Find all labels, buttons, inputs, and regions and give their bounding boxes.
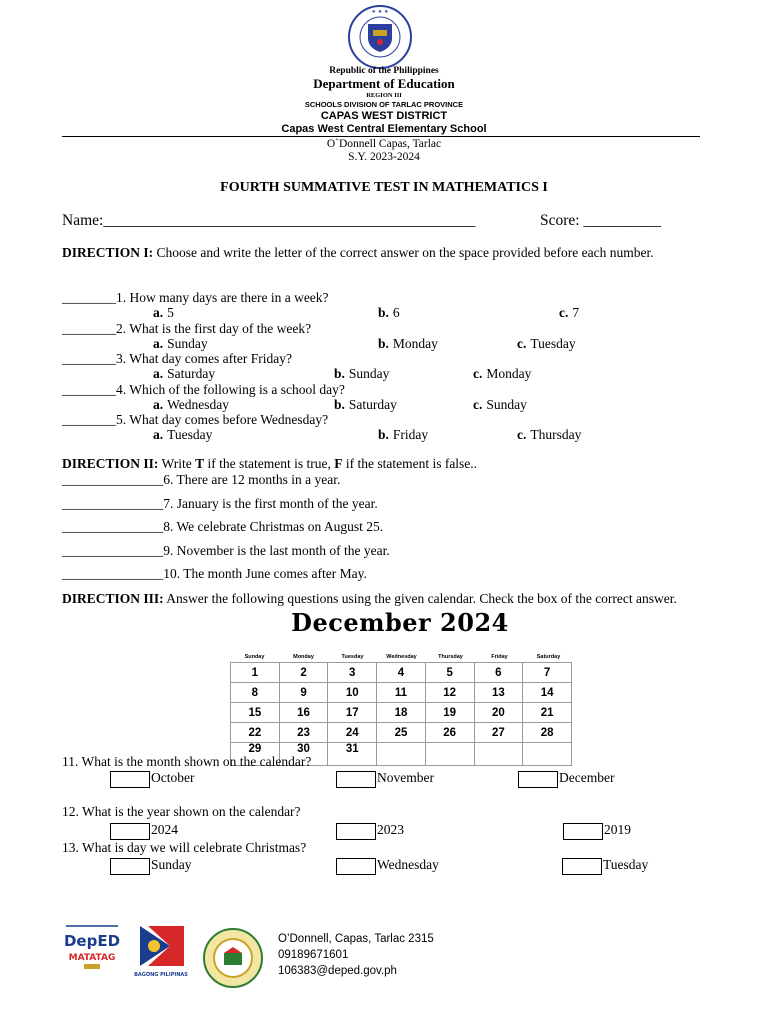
calendar-day-name: Friday <box>491 654 508 660</box>
answer-checkbox[interactable] <box>110 823 150 840</box>
direction-2 <box>62 456 477 472</box>
option-text: Friday <box>392 427 429 442</box>
bagong-pilipinas-text: BAGONG PILIPINAS <box>134 972 188 978</box>
name-field[interactable]: Name:________________________________________________ <box>62 212 476 229</box>
answer-checkbox[interactable] <box>110 771 150 788</box>
calendar-week <box>231 723 572 743</box>
calendar-date-cell: 10 <box>328 683 377 703</box>
option-letter: a. <box>153 335 164 351</box>
answer-option-label: Sunday <box>151 857 192 872</box>
bagong-pilipinas-logo <box>130 918 192 980</box>
direction-3-label: DIRECTION III: <box>62 591 164 606</box>
question-5-option-a <box>153 427 212 443</box>
calendar-title: December 2024 <box>291 608 509 637</box>
calendar-date-cell: 3 <box>328 663 377 683</box>
direction-2-text-c: if the statement is false.. <box>342 456 478 471</box>
deped-logo-text: DepED <box>63 932 121 950</box>
direction-1-label: DIRECTION I: <box>62 245 154 260</box>
calendar-date-cell: 24 <box>328 723 377 743</box>
true-false-item-10: _______________10. The month June comes after May. <box>62 566 367 581</box>
calendar-date-cell: 22 <box>231 723 280 743</box>
calendar-date-cell: 13 <box>474 683 523 703</box>
option-letter: c. <box>473 366 483 381</box>
option-text: Tuesday <box>530 335 576 351</box>
answer-checkbox[interactable] <box>562 858 602 875</box>
answer-option-label: December <box>559 770 615 785</box>
true-false-item-8: _______________8. We celebrate Christmas on August 25. <box>62 519 384 534</box>
option-letter: b. <box>334 396 345 412</box>
answer-option-label: 2019 <box>604 822 631 837</box>
calendar-date-cell: 19 <box>425 703 474 723</box>
option-text: 6 <box>392 305 400 320</box>
question-4: ________4. Which of the following is a school day? <box>62 381 345 397</box>
answer-option-label: Wednesday <box>377 857 439 872</box>
question-2-option-c <box>517 336 576 352</box>
option-text: 5 <box>167 305 174 320</box>
true-false-item-9: _______________9. November is the last month of the year. <box>62 542 390 558</box>
question-3-option-a <box>153 366 215 382</box>
option-letter: a. <box>153 427 164 442</box>
calendar-date-cell: 7 <box>523 663 572 683</box>
calendar-date-cell: 26 <box>425 723 474 743</box>
true-false-item-6: _______________6. There are 12 months in a year. <box>62 472 341 487</box>
question-5-option-c <box>517 427 581 443</box>
answer-checkbox[interactable] <box>563 823 603 840</box>
option-text: Wednesday <box>167 396 230 412</box>
answer-checkbox[interactable] <box>518 771 558 788</box>
direction-2-label: DIRECTION II: <box>62 456 159 471</box>
option-letter: a. <box>153 366 164 381</box>
option-text: Sunday <box>167 335 208 351</box>
region-text: REGION III <box>366 92 402 99</box>
answer-option-label: 2023 <box>377 822 404 837</box>
matatag-text: MATATAG <box>68 953 116 963</box>
school-seal <box>202 927 264 989</box>
school-text: Capas West Central Elementary School <box>281 123 487 135</box>
answer-option-label: October <box>151 770 195 785</box>
test-title: FOURTH SUMMATIVE TEST IN MATHEMATICS I <box>220 180 548 195</box>
question-4-option-c <box>473 397 527 413</box>
direction-3-text: Answer the following questions using the given calendar. Check the box of the correct answer. <box>163 591 677 606</box>
calendar-date-cell: 15 <box>231 703 280 723</box>
calendar-date-cell: 14 <box>523 683 572 703</box>
calendar-day-name: Wednesday <box>386 654 417 660</box>
option-letter: b. <box>378 305 389 320</box>
option-text: Monday <box>392 335 438 351</box>
option-text: Thursday <box>530 427 582 442</box>
answer-checkbox[interactable] <box>336 823 376 840</box>
calendar-date-cell <box>377 743 426 766</box>
calendar-week <box>231 703 572 723</box>
question-3: ________3. What day comes after Friday? <box>62 351 292 366</box>
header-divider <box>62 136 700 137</box>
answer-checkbox[interactable] <box>336 858 376 875</box>
question-2-option-a <box>153 336 208 352</box>
school-year: S.Y. 2023-2024 <box>348 151 420 163</box>
calendar-date-cell: 27 <box>474 723 523 743</box>
calendar-date-cell <box>425 743 474 766</box>
calendar-week <box>231 683 572 703</box>
calendar-date-cell: 6 <box>474 663 523 683</box>
option-text: Tuesday <box>167 427 213 442</box>
calendar-day-name: Tuesday <box>341 654 364 660</box>
calendar-date-cell: 30 <box>279 743 328 766</box>
calendar-date-cell: 17 <box>328 703 377 723</box>
true-false-item-7: _______________7. January is the first month of the year. <box>62 495 378 511</box>
question-3-option-b <box>334 366 389 382</box>
calendar-date-cell: 1 <box>231 663 280 683</box>
option-text: Sunday <box>348 366 390 381</box>
calendar-date-cell <box>523 743 572 766</box>
calendar-date-cell: 21 <box>523 703 572 723</box>
option-letter: b. <box>378 427 389 442</box>
calendar-date-cell: 23 <box>279 723 328 743</box>
calendar-day-name: Monday <box>293 654 314 660</box>
calendar-date-cell: 9 <box>279 683 328 703</box>
calendar-date-cell: 18 <box>377 703 426 723</box>
calendar-day-name: Thursday <box>438 654 463 660</box>
address-text: O`Donnell Capas, Tarlac <box>326 138 442 150</box>
direction-1-text: Choose and write the letter of the correct answer on the space provided before each number. <box>153 245 654 260</box>
calendar-question-13: 13. What is day we will celebrate Christmas? <box>62 840 307 855</box>
false-letter: F <box>334 456 343 471</box>
calendar-grid <box>230 662 572 766</box>
calendar-date-cell: 28 <box>523 723 572 743</box>
calendar-date-cell <box>474 743 523 766</box>
option-letter: c. <box>517 335 527 351</box>
option-letter: b. <box>378 335 389 351</box>
direction-1 <box>62 245 702 261</box>
calendar-day-name: Saturday <box>536 654 561 660</box>
calendar-date-cell: 16 <box>279 703 328 723</box>
footer-address: O’Donnell, Capas, Tarlac 2315 <box>278 933 434 945</box>
footer-email[interactable]: 106383@deped.gov.ph <box>278 965 397 977</box>
answer-checkbox[interactable] <box>110 858 150 875</box>
direction-2-text-b: if the statement is true, <box>204 456 335 471</box>
calendar-question-11: 11. What is the month shown on the calendar? <box>62 754 312 769</box>
calendar-date-cell: 4 <box>377 663 426 683</box>
option-text: 7 <box>572 305 580 320</box>
calendar-question-12: 12. What is the year shown on the calendar? <box>62 804 301 819</box>
svg-text:★ ★ ★: ★ ★ ★ <box>371 9 389 15</box>
option-text: Sunday <box>486 396 527 412</box>
calendar-week <box>231 663 572 683</box>
option-letter: c. <box>473 396 483 412</box>
option-letter: c. <box>517 427 527 442</box>
question-1-option-b <box>378 305 400 321</box>
option-letter: b. <box>334 366 345 381</box>
question-1: ________1. How many days are there in a week? <box>62 290 329 305</box>
question-2: ________2. What is the first day of the week? <box>62 320 312 336</box>
calendar-date-cell: 29 <box>231 743 280 766</box>
calendar-date-cell: 5 <box>425 663 474 683</box>
question-4-option-a <box>153 397 229 413</box>
score-field[interactable]: Score: __________ <box>540 212 661 229</box>
department-text: Department of Education <box>313 76 455 91</box>
direction-2-text-a: Write <box>158 456 196 471</box>
answer-checkbox[interactable] <box>336 771 376 788</box>
direction-3 <box>62 591 702 607</box>
calendar-date-cell: 2 <box>279 663 328 683</box>
true-letter: T <box>195 456 205 471</box>
question-4-option-b <box>334 397 397 413</box>
answer-option-label: Tuesday <box>603 857 649 872</box>
footer-phone: 09189671601 <box>278 949 349 961</box>
question-5: ________5. What day comes before Wednesday? <box>62 412 329 427</box>
option-letter: a. <box>153 396 164 412</box>
calendar-date-cell: 11 <box>377 683 426 703</box>
option-text: Saturday <box>167 366 216 381</box>
question-5-option-b <box>378 427 428 443</box>
district-text: CAPAS WEST DISTRICT <box>320 110 448 122</box>
option-text: Saturday <box>348 396 397 412</box>
question-2-option-b <box>378 336 438 352</box>
answer-option-label: 2024 <box>151 822 178 837</box>
option-letter: c. <box>559 305 569 320</box>
calendar-day-name: Sunday <box>244 654 265 660</box>
question-3-option-c <box>473 366 531 382</box>
calendar-date-cell: 25 <box>377 723 426 743</box>
deped-seal <box>343 4 417 70</box>
calendar-date-cell: 12 <box>425 683 474 703</box>
republic-text: Republic of the Philippines <box>329 66 439 76</box>
question-1-option-c <box>559 305 579 321</box>
question-1-option-a <box>153 305 174 321</box>
calendar-date-cell: 31 <box>328 743 377 766</box>
calendar-date-cell: 20 <box>474 703 523 723</box>
calendar-date-cell: 8 <box>231 683 280 703</box>
option-letter: a. <box>153 305 164 320</box>
answer-option-label: November <box>377 770 434 785</box>
option-text: Monday <box>486 366 532 381</box>
deped-matatag-logo <box>62 922 122 972</box>
division-text: SCHOOLS DIVISION OF TARLAC PROVINCE <box>304 100 464 109</box>
